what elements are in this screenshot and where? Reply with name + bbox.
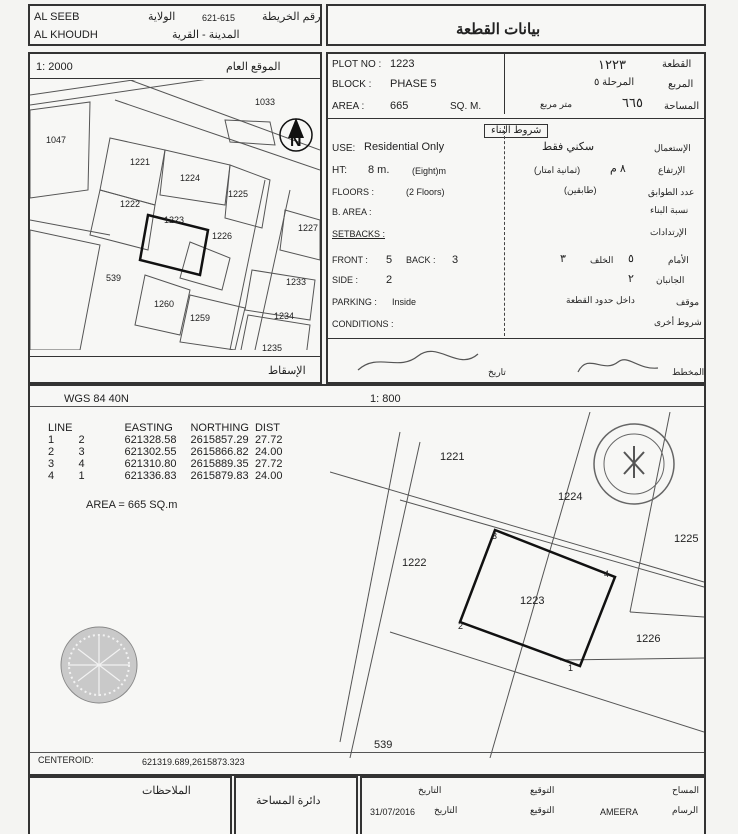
detail-plot-1226: 1226: [636, 633, 661, 645]
use-label: USE:: [332, 143, 356, 154]
area-label-ar: المساحة: [664, 101, 700, 112]
conditions-label: CONDITIONS :: [332, 319, 394, 329]
loc-plot-1259: 1259: [190, 313, 211, 323]
block-label: BLOCK :: [332, 79, 372, 90]
detail-plot-1223: 1223: [520, 595, 545, 607]
planner-date-label-ar: تاريخ: [488, 367, 506, 377]
location-map-scale: 1: 2000: [36, 61, 73, 73]
row-northing: 2615889.35: [190, 458, 249, 470]
plot-label-ar: القطعة: [662, 59, 692, 70]
ht-label: HT:: [332, 165, 347, 176]
footer-notes-box: [28, 776, 232, 834]
projection-label: WGS 84 40N: [64, 393, 129, 405]
loc-plot-1222: 1222: [120, 199, 141, 209]
plot-no-ar: ١٢٢٣: [598, 57, 626, 72]
front-label-ar: الأمام: [668, 255, 689, 265]
seal-stamp: [58, 624, 140, 706]
area-unit-ar: متر مربع: [540, 99, 573, 109]
detail-map-drawing: [330, 412, 704, 758]
row-northing: 2615879.83: [190, 470, 249, 482]
side-label: SIDE :: [332, 275, 359, 285]
back-label: BACK :: [406, 255, 436, 265]
parking-label-ar: موقف: [676, 297, 700, 307]
centeroid-value: 621319.689,2615873.323: [142, 757, 245, 767]
loc-plot-1225: 1225: [228, 189, 249, 199]
ht-value: 8 m.: [368, 164, 390, 176]
loc-plot-1260: 1260: [154, 299, 175, 309]
surveyor-sign-label-ar: التوقيع: [530, 785, 555, 795]
ht-words-ar: (ثمانية امتار): [534, 165, 581, 175]
area-label: AREA :: [332, 101, 365, 112]
row-dist: 24.00: [254, 470, 283, 482]
town-ar: المدينة - القرية: [172, 29, 240, 41]
row-to: 3: [78, 446, 85, 458]
loc-plot-1233: 1233: [286, 277, 307, 287]
row-dist: 24.00: [254, 446, 283, 458]
planner-label-ar: المخطط: [672, 367, 705, 377]
loc-plot-539: 539: [106, 273, 122, 283]
row-from: 4: [48, 470, 55, 482]
footer-dept-box: [234, 776, 358, 834]
barea-label-ar: نسبة البناء: [650, 205, 689, 215]
row-from: 2: [48, 446, 55, 458]
wilayat-ar: الولاية: [148, 11, 176, 23]
side-ar: ٢: [628, 273, 634, 285]
detail-plot-1222: 1222: [402, 557, 427, 569]
plot-no-label: PLOT NO :: [332, 59, 382, 70]
loc-plot-1221: 1221: [130, 157, 151, 167]
area-unit: SQ. M.: [450, 101, 482, 112]
surveyor-label-ar: المساح: [672, 785, 700, 795]
header-wilayat-box: [28, 4, 322, 46]
coordinates-table: [48, 422, 288, 482]
parking-value: Inside: [392, 297, 417, 307]
row-easting: 621336.83: [124, 470, 177, 482]
area-ar: ٦٦٥: [622, 95, 643, 110]
table-row: [48, 434, 288, 446]
parking-label: PARKING :: [332, 297, 377, 307]
parking-ar: داخل حدود القطعة: [566, 295, 635, 305]
side-value: 2: [386, 274, 393, 286]
town-en: AL KHOUDH: [34, 29, 98, 41]
front-label: FRONT :: [332, 255, 368, 265]
loc-plot-1227: 1227: [298, 223, 319, 233]
side-label-ar: الجانبان: [656, 275, 685, 285]
detail-plot-1224: 1224: [558, 491, 583, 503]
table-row: [48, 458, 288, 470]
row-easting: 621310.80: [124, 458, 177, 470]
col-line: LINE: [48, 422, 73, 434]
front-value: 5: [386, 254, 393, 266]
floors-ar: (طابقين): [564, 185, 597, 195]
conditions-label-ar: شروط أخرى: [654, 317, 702, 327]
row-dist: 27.72: [254, 458, 283, 470]
row-to: 2: [78, 434, 85, 446]
floors-label-ar: عدد الطوابق: [648, 187, 695, 197]
plot-data-title: بيانات القطعة: [456, 21, 541, 38]
north-arrow-icon: [280, 118, 312, 151]
drafter-sign-label-ar: التوقيع: [530, 805, 555, 815]
table-row: [48, 446, 288, 458]
corner-2: 2: [458, 621, 464, 631]
front-ar: ٥: [628, 253, 634, 265]
floors-label: FLOORS :: [332, 187, 375, 197]
location-map-title: الموقع العام: [226, 61, 281, 73]
col-easting: EASTING: [124, 422, 173, 434]
floors-value: (2 Floors): [406, 187, 445, 197]
drafter-date-label-ar: التاريخ: [434, 805, 458, 815]
detail-plot-1221: 1221: [440, 451, 465, 463]
col-northing: NORTHING: [190, 422, 249, 434]
loc-plot-1235: 1235: [262, 343, 283, 353]
setbacks-label-ar: الإرتدادات: [650, 227, 687, 237]
surveyor-date-label-ar: التاريخ: [418, 785, 442, 795]
loc-plot-1033: 1033: [255, 97, 276, 107]
detail-map-scale: 1: 800: [370, 393, 401, 405]
back-label-ar: الخلف: [590, 255, 614, 265]
row-from: 1: [48, 434, 55, 446]
use-ar: سكني فقط: [542, 141, 595, 153]
col-dist: DIST: [254, 422, 280, 434]
projection-label-ar: الإسقاط: [268, 365, 306, 377]
drafter-label-ar: الرسام: [672, 805, 699, 815]
row-to: 1: [78, 470, 85, 482]
row-easting: 621328.58: [124, 434, 177, 446]
coordinates-header-row: [48, 422, 288, 434]
ht-words: (Eight)m: [412, 166, 447, 176]
detail-plot-1225: 1225: [674, 533, 699, 545]
plot-info-panel: [326, 52, 706, 384]
dept-label-ar: دائرة المساحة: [256, 795, 321, 807]
footer-sign-box: [360, 776, 706, 834]
loc-plot-1226: 1226: [212, 231, 233, 241]
corner-4: 4: [604, 569, 610, 579]
planner-signature: [348, 342, 688, 380]
ht-ar: ٨ م: [610, 163, 626, 175]
setbacks-label: SETBACKS :: [332, 229, 386, 239]
block-value: PHASE 5: [390, 78, 437, 90]
area-value: 665: [390, 100, 409, 112]
use-value: Residential Only: [364, 141, 445, 153]
building-conditions-title: شروط البناء: [484, 124, 548, 138]
area-summary: AREA = 665 SQ.m: [86, 499, 178, 511]
use-label-ar: الإستعمال: [654, 143, 691, 153]
map-label-ar: رقم الخريطة: [262, 11, 321, 23]
block-ar: المرحلة ٥: [594, 77, 635, 88]
drafter-name: AMEERA: [600, 807, 639, 817]
loc-plot-1223: 1223: [164, 215, 185, 225]
row-to: 4: [78, 458, 85, 470]
block-label-ar: المربع: [668, 79, 694, 90]
detail-plot-539: 539: [374, 739, 393, 751]
detail-panel: [28, 384, 706, 776]
table-row: [48, 470, 288, 482]
row-from: 3: [48, 458, 55, 470]
ht-label-ar: الإرتفاع: [658, 165, 686, 175]
row-easting: 621302.55: [124, 446, 177, 458]
location-map-panel: [28, 52, 322, 384]
loc-plot-1234: 1234: [274, 311, 295, 321]
row-dist: 27.72: [254, 434, 283, 446]
centeroid-label: CENTEROID:: [38, 755, 94, 765]
row-northing: 2615866.82: [190, 446, 249, 458]
barea-label: B. AREA :: [332, 207, 372, 217]
back-ar: ٣: [560, 253, 566, 265]
ministry-seal-icon: [594, 424, 674, 504]
header-title-box: [326, 4, 706, 46]
drafter-date: 31/07/2016: [370, 807, 416, 817]
plot-no-value: 1223: [390, 58, 415, 70]
svg-text:N: N: [290, 133, 302, 150]
corner-1: 1: [568, 663, 574, 673]
wilayat-en: AL SEEB: [34, 11, 80, 23]
loc-plot-1047: 1047: [46, 135, 67, 145]
notes-label-ar: الملاحظات: [142, 785, 191, 797]
col-line-to: [78, 422, 110, 434]
corner-3: 3: [492, 531, 498, 541]
back-value: 3: [452, 254, 459, 266]
loc-plot-1224: 1224: [180, 173, 201, 183]
map-number: 621-615: [202, 13, 236, 23]
row-northing: 2615857.29: [190, 434, 249, 446]
